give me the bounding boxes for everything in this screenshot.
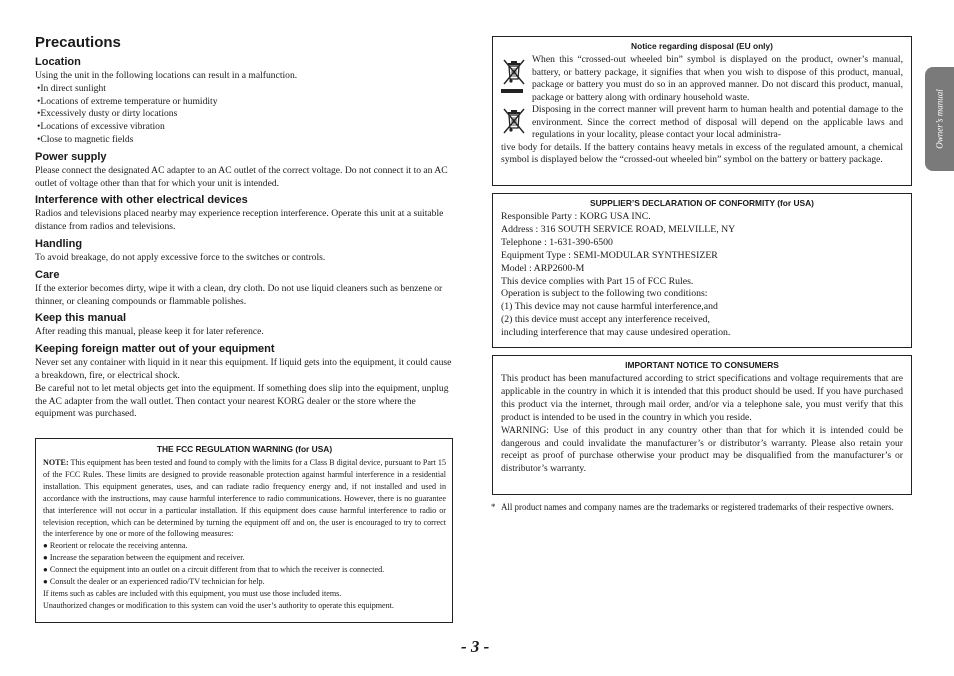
- section-handling: [35, 238, 455, 265]
- asterisk: *: [491, 502, 496, 512]
- trademark-note: [491, 501, 913, 514]
- list-item: •Locations of excessive vibration: [37, 121, 165, 133]
- sdoc-line: Responsible Party : KORG USA INC.: [501, 211, 651, 222]
- fcc-bullet: ● Increase the separation between the equipment and receiver.: [43, 553, 245, 563]
- side-tab: [925, 67, 954, 171]
- eu-disposal-box: [492, 36, 912, 186]
- supplier-declaration-box: [492, 193, 912, 348]
- eu-paragraph-1: [501, 54, 903, 104]
- crossed-out-wheeled-bin-icon: [501, 58, 527, 86]
- section-heading: Interference with other electrical devices: [35, 194, 248, 207]
- precautions-column: [35, 34, 455, 425]
- fcc-bullet: ● Reorient or relocate the receiving antenna.: [43, 541, 188, 551]
- eu-text: Disposing in the correct manner will prevent harm to human health and potential damage to the environment. Since the correct method of disposal will depend on the applicable laws and regulations in your locality, please contact your local administra-: [532, 104, 903, 140]
- section-interference: [35, 194, 455, 234]
- eu-paragraph-2: [501, 104, 903, 167]
- sdoc-line: Telephone : 1-631-390-6500: [501, 236, 613, 248]
- list-item: •Close to magnetic fields: [37, 133, 134, 145]
- page-title: Precautions: [35, 34, 121, 51]
- sdoc-line: Equipment Type : SEMI-MODULAR SYNTHESIZER: [501, 249, 718, 261]
- list-item: •Excessively dusty or dirty locations: [37, 108, 178, 120]
- side-tab-label: Owner’s manual: [934, 89, 945, 149]
- fcc-cables: If items such as cables are included with this equipment, you must use those included items.: [43, 588, 342, 598]
- section-text: Using the unit in the following locations can result in a malfunction.: [35, 70, 298, 81]
- list-item: •In direct sunlight: [37, 82, 106, 94]
- note-label: NOTE:: [43, 458, 69, 467]
- section-keep-manual: [35, 312, 455, 339]
- sdoc-line: Model : ARP2600-M: [501, 262, 585, 274]
- crossed-out-wheeled-bin-icon: [501, 107, 527, 135]
- eu-text: When this “crossed-out wheeled bin” symbol is displayed on the product, owner’s manual, battery, or battery package, it signifies that when you wish to dispose of this product, manual, package or battery you must do so in an approved manner. Do not discard this product, manual, package or battery along with ordinary household waste.: [532, 54, 903, 103]
- sdoc-line: including interference that may cause undesired operation.: [501, 327, 731, 339]
- section-power-supply: [35, 151, 455, 191]
- section-text: Radios and televisions placed nearby may experience reception interference. Operate this unit at a suitable distance from radios and televisions.: [35, 208, 444, 233]
- sdoc-line: This device complies with Part 15 of FCC Rules.: [501, 275, 694, 287]
- important-title: IMPORTANT NOTICE TO CONSUMERS: [625, 360, 779, 370]
- section-text: Be careful not to let metal objects get into the equipment. If something does slip into the equipment, unplug the AC adapter from the wall outlet. Then contact your nearest KORG dealer or the store where the equipment was purchased.: [35, 382, 449, 420]
- fcc-note: [43, 457, 446, 540]
- section-foreign-matter: [35, 343, 455, 421]
- section-heading: Handling: [35, 237, 83, 250]
- section-heading: Keeping foreign matter out of your equipment: [35, 343, 275, 356]
- section-care: [35, 269, 455, 309]
- important-notice-box: [492, 355, 912, 495]
- section-text: Please connect the designated AC adapter to an AC outlet of the correct voltage. Do not connect it to an AC outlet of voltage other than that for which your unit is intended.: [35, 164, 448, 189]
- sdoc-line: Address : 316 SOUTH SERVICE ROAD, MELVILLE, NY: [501, 223, 736, 235]
- fcc-title: THE FCC REGULATION WARNING (for USA): [156, 444, 333, 454]
- section-heading: Power supply: [35, 150, 107, 163]
- section-heading: Keep this manual: [35, 312, 127, 325]
- section-text: After reading this manual, please keep it for later reference.: [35, 326, 264, 338]
- section-text: If the exterior becomes dirty, wipe it with a clean, dry cloth. Do not use liquid cleaners such as benzene or thinner, or cleaning compounds or flammable polishes.: [35, 282, 443, 307]
- trademark-text: All product names and company names are the trademarks or registered trademarks of their respective owners.: [501, 502, 894, 512]
- fcc-bullet: ● Connect the equipment into an outlet on a circuit different from that to which the receiver is connected.: [43, 565, 385, 575]
- important-warning: WARNING: Use of this product in any country other than that for which it is intended could be dangerous and could invalidate the manufacturer’s or distributor’s warranty. Please also retain your receipt as proof of purchase otherwise your product may be disqualified from the manufacturer’s or distributor’s warranty.: [501, 424, 903, 475]
- section-text: To avoid breakage, do not apply excessive force to the switches or controls.: [35, 251, 326, 263]
- sdoc-title: SUPPLIER’S DECLARATION OF CONFORMITY (for USA): [590, 198, 814, 208]
- fcc-warning-box: [35, 438, 453, 623]
- fcc-unauthorized: Unauthorized changes or modification to this system can void the user’s authority to operate this equipment.: [43, 600, 394, 610]
- sdoc-line: (2) this device must accept any interference received,: [501, 314, 710, 326]
- bin-underline-bar: [501, 89, 523, 93]
- section-text: Never set any container with liquid in it near this equipment. If liquid gets into the equipment, it could cause a breakdown, fire, or electrical shock.: [35, 357, 452, 381]
- page-number: - 3 -: [461, 637, 490, 656]
- section-location: [35, 56, 455, 147]
- note-text: This equipment has been tested and found to comply with the limits for a Class B digital device, pursuant to Part 15 of the FCC Rules. These limits are designed to provide reasonable protection against harmful interference in a residential installation. This equipment generates, uses, and can radiate radio frequency energy and, if not installed and used in accordance with the instructions, may cause harmful interference to radio communications. However, there is no guarantee that interference will not occur in a particular installation. If this equipment does cause harmful interference to radio or television reception, which can be determined by turning the equipment off and on, the user is encouraged to try to correct the interference by one or more of the following measures:: [43, 458, 446, 539]
- important-paragraph: This product has been manufactured according to strict specifications and voltage requirements that are applicable in the country in which it is intended that this product should be used. If you have purchased this product via the internet, through mail order, and/or via a telephone sale, you must verify that this product is intended to be used in the country in which you reside.: [501, 373, 903, 423]
- sdoc-line: (1) This device may not cause harmful interference,and: [501, 301, 718, 313]
- sdoc-line: Operation is subject to the following two conditions:: [501, 288, 708, 300]
- eu-title: Notice regarding disposal (EU only): [631, 41, 773, 51]
- section-heading: Care: [35, 268, 60, 281]
- list-item: •Locations of extreme temperature or humidity: [37, 95, 218, 107]
- eu-text: tive body for details. If the battery contains heavy metals in excess of the regulated amount, a chemical symbol is displayed below the “crossed-out wheeled bin” symbol on the battery or battery package.: [501, 141, 903, 165]
- fcc-bullet: ● Consult the dealer or an experienced radio/TV technician for help.: [43, 577, 265, 587]
- section-heading: Location: [35, 56, 81, 68]
